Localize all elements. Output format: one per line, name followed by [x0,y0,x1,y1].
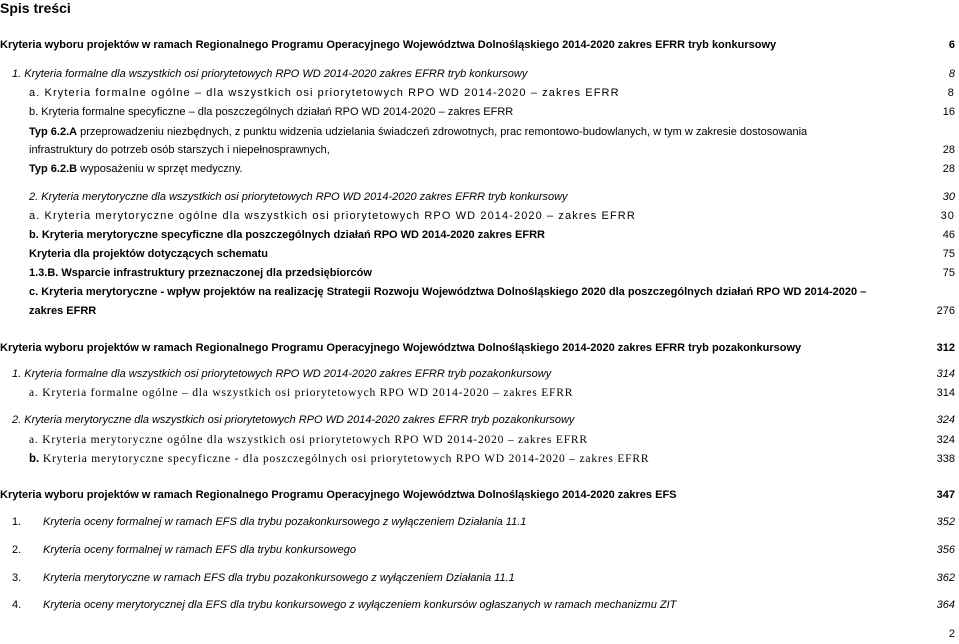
toc-entry-number: 3. [12,572,22,584]
toc-entry-page: 314 [936,368,955,380]
toc-entry-page: 364 [936,599,955,611]
toc-entry-page: 30 [942,191,955,203]
toc-entry-text: a. Kryteria merytoryczne ogólne dla wszystkich osi priorytetowych RPO WD 2014-2020 – zakres EFRR [29,210,636,222]
toc-entry-page: 28 [942,144,955,156]
toc-entry-page: 356 [936,544,955,556]
toc-entry-page: 16 [942,106,955,118]
toc-entry-page: 75 [942,267,955,279]
toc-entry-text: Kryteria merytoryczne w ramach EFS dla trybu pozakonkursowego z wyłączeniem Działania 11.1 [43,572,515,584]
toc-entry-page: 8 [947,87,955,99]
toc-entry-text: a. Kryteria formalne ogólne – dla wszystkich osi priorytetowych RPO WD 2014-2020 – zakres EFRR [29,387,574,399]
toc-entry-page: 324 [936,434,955,446]
toc-entry-text: 2. Kryteria merytoryczne dla wszystkich osi priorytetowych RPO WD 2014-2020 zakres EFRR tryb konkursowy [29,191,568,203]
toc-entry-text: przeprowadzeniu niezbędnych, z punktu widzenia udzielania świadczeń zdrowotnych, prac remontowo-budowlanych, w tym w zakresie dostosowania [77,126,808,138]
toc-entry-text: zakres EFRR [29,305,97,317]
toc-entry-page: 312 [936,342,955,354]
toc-entry-text: Kryteria oceny merytorycznej dla EFS dla trybu konkursowego z wyłączeniem konkursów ogłaszanych w ramach mechanizmu ZIT [43,599,677,611]
toc-entry-text: Kryteria wyboru projektów w ramach Regionalnego Programu Operacyjnego Województwa Dolnośląskiego 2014-2020 zakres EFS [0,489,677,501]
toc-entry-label: Typ 6.2.B [29,163,78,175]
toc-entry-page: 362 [936,572,955,584]
toc-entry-page: 30 [940,210,955,222]
toc-entry-page: 338 [936,453,955,465]
toc-entry-text: infrastruktury do potrzeb osób starszych i niepełnosprawnych, [29,144,330,156]
toc-entry-text: 2. Kryteria merytoryczne dla wszystkich osi priorytetowych RPO WD 2014-2020 zakres EFRR tryb pozakonkursowy [12,414,575,426]
toc-entry-text: Kryteria wyboru projektów w ramach Regionalnego Programu Operacyjnego Województwa Dolnośląskiego 2014-2020 zakres EFRR tryb konkursowy [0,39,777,51]
toc-entry-text: a. Kryteria formalne ogólne – dla wszystkich osi priorytetowych RPO WD 2014-2020 – zakres EFRR [29,87,620,99]
page-number: 2 [948,628,955,640]
toc-entry-page: 46 [942,229,955,241]
toc-entry-page: 314 [936,387,955,399]
toc-title: Spis treści [0,0,71,16]
toc-entry-text: wyposażeniu w sprzęt medyczny. [77,163,243,175]
toc-entry-text: Kryteria oceny formalnej w ramach EFS dla trybu konkursowego [43,544,357,556]
toc-entry-text: 1. Kryteria formalne dla wszystkich osi priorytetowych RPO WD 2014-2020 zakres EFRR tryb konkursowy [12,68,528,80]
toc-entry-text: Kryteria oceny formalnej w ramach EFS dla trybu pozakonkursowego z wyłączeniem Działania 11.1 [43,516,527,528]
toc-entry-page: 352 [936,516,955,528]
toc-entry-number: 2. [12,544,22,556]
toc-entry-text: Kryteria wyboru projektów w ramach Regionalnego Programu Operacyjnego Województwa Dolnośląskiego 2014-2020 zakres EFRR tryb pozakonkursowy [0,342,802,354]
toc-entry-text: Kryteria merytoryczne specyficzne - dla poszczególnych osi priorytetowych RPO WD 2014-2020 – zakres EFRR [39,453,650,465]
toc-entry-text: a. Kryteria merytoryczne ogólne dla wszystkich osi priorytetowych RPO WD 2014-2020 – zakres EFRR [29,434,588,446]
toc-entry-page: 8 [948,68,955,80]
toc-entry-text: b. Kryteria merytoryczne specyficzne dla poszczególnych działań RPO WD 2014-2020 zakres EFRR [29,229,545,241]
toc-entry-number: 4. [12,599,22,611]
toc-entry-page: 324 [936,414,955,426]
toc-entry-number: 1. [12,516,22,528]
toc-entry-page: 75 [942,248,955,260]
toc-entry-text: b. Kryteria formalne specyficzne – dla poszczególnych działań RPO WD 2014-2020 – zakres EFRR [29,106,514,118]
toc-entry-page: 6 [948,39,955,51]
toc-entry-text: 1. Kryteria formalne dla wszystkich osi priorytetowych RPO WD 2014-2020 zakres EFRR tryb pozakonkursowy [12,368,552,380]
toc-entry-page: 276 [936,305,955,317]
toc-entry-text: c. Kryteria merytoryczne - wpływ projektów na realizację Strategii Rozwoju Województwa Dolnośląskiego 2020 dla poszczególnych działań RPO WD 2014-2020 – [29,286,867,298]
toc-entry-text: 1.3.B. Wsparcie infrastruktury przeznaczonej dla przedsiębiorców [29,267,372,279]
toc-entry-label: Typ 6.2.A [29,126,78,138]
toc-entry-page: 28 [942,163,955,175]
toc-entry-label: b. [29,453,40,465]
toc-entry-text: Kryteria dla projektów dotyczących schematu [29,248,269,260]
toc-entry-page: 347 [936,489,955,501]
